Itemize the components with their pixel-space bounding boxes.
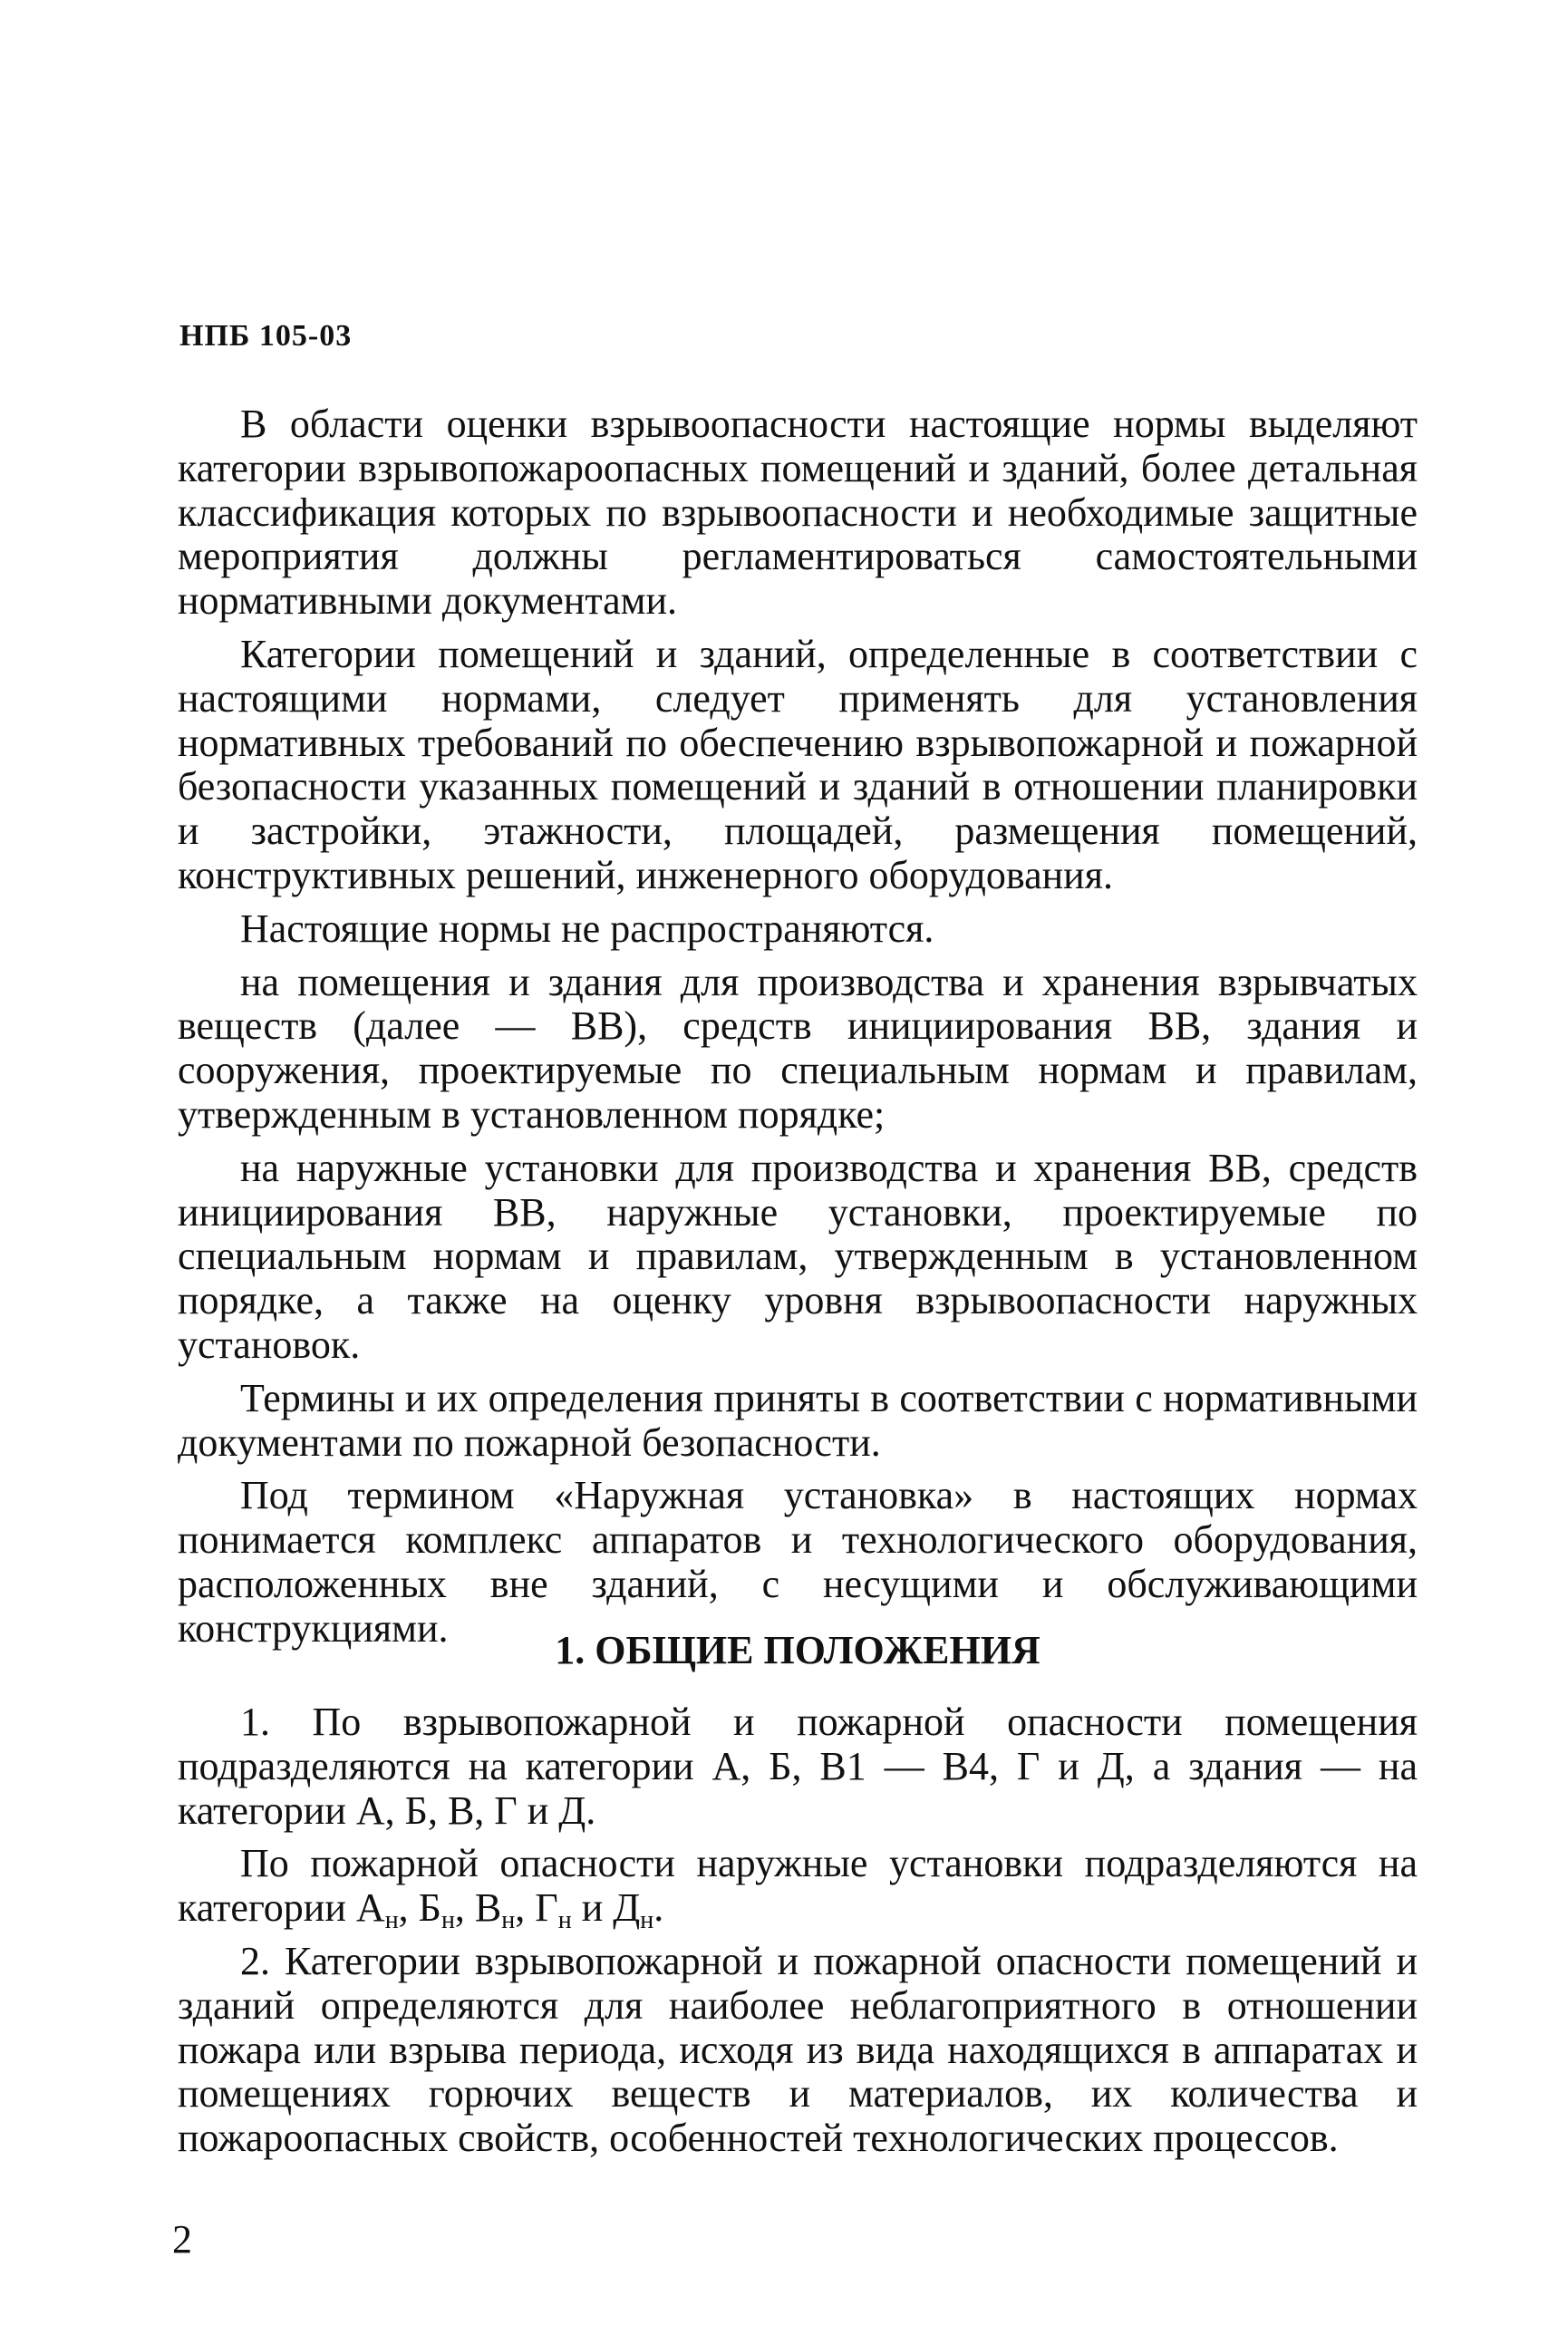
category-d: Д — [613, 1885, 641, 1931]
page-number: 2 — [172, 2217, 192, 2262]
category-a: А — [355, 1885, 385, 1931]
intro-paragraph: Под термином «Наружная установка» в настоящих нормах понимается комплекс аппаратов и технологического оборудования, расположенных вне зданий, с несущими и обслуживающими конструкциями. — [178, 1473, 1418, 1651]
section-paragraph: 1. По взрывопожарной и пожарной опасности помещения подразделяются на категории А, Б, В1 — В4, Г и Д, а здания — на категории А, Б, В, Г и Д. — [178, 1700, 1418, 1833]
section-title: 1. ОБЩИЕ ПОЛОЖЕНИЯ — [555, 1628, 1040, 1672]
section-text — [178, 1700, 1418, 2161]
intro-paragraph: Категории помещений и зданий, определенные в соответствии с настоящими нормами, следует применять для установления нормативных требований по обеспечению взрывопожарной и пожарной безопасности указанных помещений и зданий в отношении планировки и застройки, этажности, площадей, размещения помещений, конструктивных решений, инженерного оборудования. — [178, 631, 1418, 897]
category-v: В — [474, 1885, 502, 1931]
intro-paragraph: Настоящие нормы не распространяются. — [240, 906, 934, 951]
intro-paragraph: на помещения и здания для производства и хранения взрывчатых веществ (далее — ВВ), средств инициирования ВВ, здания и сооружения, проектируемые по специальным нормам и правилам, утвержденным в установленном порядке; — [178, 959, 1418, 1137]
category-subscript: н — [440, 1906, 455, 1935]
intro-paragraph: В области оценки взрывоопасности настоящие нормы выделяют категории взрывопожароопасных помещений и зданий, более детальная классификация которых по взрывоопасности и необходимые защитные мероприятия должны регламентироваться самостоятельными нормативными документами. — [178, 402, 1418, 624]
categories-prefix: По пожарной опасности наружные установки подразделяются на категории — [178, 1841, 1418, 1931]
category-subscript: н — [384, 1906, 399, 1935]
intro-paragraph: Термины и их определения приняты в соответствии с нормативными документами по пожарной безопасности. — [178, 1375, 1418, 1465]
intro-text — [178, 402, 1418, 1652]
category-subscript: н — [557, 1906, 572, 1935]
category-subscript: н — [640, 1906, 654, 1935]
section-paragraph-categories: По пожарной опасности наружные установки подразделяются на категории $А_н$, $Б_н$, $В_н$, $Г_н$ и $Д_н$. — [178, 1841, 1418, 1935]
section-paragraph: 2. Категории взрывопожарной и пожарной опасности помещений и зданий определяются для наиболее неблагоприятного в отношении пожара или взрыва периода, исходя из вида находящихся в аппаратах и помещениях горючих веществ и материалов, их количества и пожароопасных свойств, особенностей технологических процессов. — [178, 1938, 1418, 2161]
intro-paragraph: на наружные установки для производства и хранения ВВ, средств инициирования ВВ, наружные установки, проектируемые по специальным нормам и правилам, утвержденным в установленном порядке, а также на оценку уровня взрывоопасности наружных установок. — [178, 1145, 1418, 1367]
document-code: НПБ 105-03 — [179, 319, 353, 353]
category-subscript: н — [501, 1906, 516, 1935]
category-b: Б — [418, 1885, 441, 1931]
category-g: Г — [535, 1885, 558, 1931]
